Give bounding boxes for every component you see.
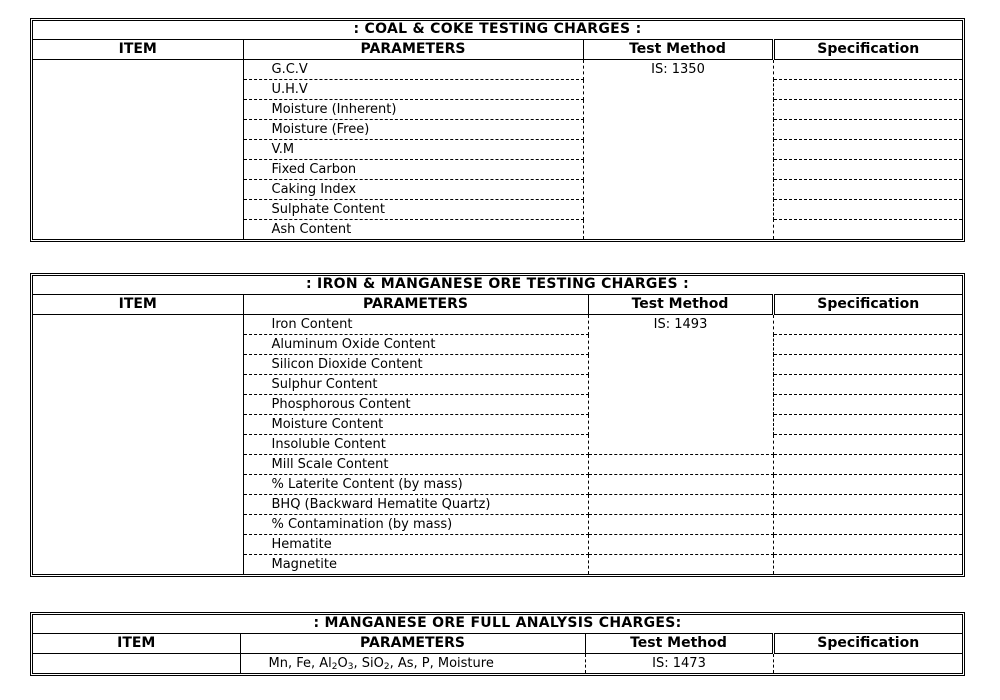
iron-param: Hematite bbox=[243, 534, 588, 554]
coal-header-specification: Specification bbox=[773, 39, 962, 59]
coal-coke-table bbox=[30, 18, 965, 242]
coal-header-parameters: PARAMETERS bbox=[243, 39, 583, 59]
iron-spec-cell bbox=[773, 394, 962, 414]
coal-header-test-method: Test Method bbox=[583, 39, 773, 59]
iron-method-cell bbox=[588, 454, 773, 474]
manganese-header-specification: Specification bbox=[773, 633, 962, 653]
iron-param: Magnetite bbox=[243, 554, 588, 574]
manganese-header-item: ITEM bbox=[33, 633, 240, 653]
coal-spec-cell bbox=[773, 199, 962, 219]
manganese-header-parameters: PARAMETERS bbox=[240, 633, 585, 653]
iron-param: Insoluble Content bbox=[243, 434, 588, 454]
iron-param: BHQ (Backward Hematite Quartz) bbox=[243, 494, 588, 514]
coal-param: Ash Content bbox=[243, 219, 583, 239]
iron-param: Aluminum Oxide Content bbox=[243, 334, 588, 354]
manganese-table-title: : MANGANESE ORE FULL ANALYSIS CHARGES: bbox=[33, 615, 962, 633]
iron-manganese-table bbox=[30, 273, 965, 577]
iron-spec-cell bbox=[773, 414, 962, 434]
iron-spec-cell bbox=[773, 494, 962, 514]
coal-param: U.H.V bbox=[243, 79, 583, 99]
iron-header-item: ITEM bbox=[33, 294, 243, 314]
coal-param: G.C.V bbox=[243, 59, 583, 79]
iron-table-title: : IRON & MANGANESE ORE TESTING CHARGES : bbox=[33, 276, 962, 294]
iron-param: % Contamination (by mass) bbox=[243, 514, 588, 534]
coal-param: Moisture (Free) bbox=[243, 119, 583, 139]
manganese-spec-cell bbox=[773, 653, 962, 673]
coal-header-item: ITEM bbox=[33, 39, 243, 59]
coal-param: Sulphate Content bbox=[243, 199, 583, 219]
coal-param: Moisture (Inherent) bbox=[243, 99, 583, 119]
iron-spec-cell bbox=[773, 354, 962, 374]
iron-method-cell bbox=[588, 494, 773, 514]
manganese-header-test-method: Test Method bbox=[585, 633, 773, 653]
iron-method-cell bbox=[588, 554, 773, 574]
iron-param: Moisture Content bbox=[243, 414, 588, 434]
coal-spec-cell bbox=[773, 139, 962, 159]
coal-spec-cell bbox=[773, 219, 962, 239]
iron-method-cell bbox=[588, 474, 773, 494]
iron-param: % Laterite Content (by mass) bbox=[243, 474, 588, 494]
iron-spec-cell bbox=[773, 474, 962, 494]
iron-method-cell bbox=[588, 534, 773, 554]
coal-param: Caking Index bbox=[243, 179, 583, 199]
coal-spec-cell bbox=[773, 99, 962, 119]
iron-spec-cell bbox=[773, 554, 962, 574]
iron-param: Sulphur Content bbox=[243, 374, 588, 394]
iron-method-cell bbox=[588, 514, 773, 534]
coal-param: Fixed Carbon bbox=[243, 159, 583, 179]
coal-spec-cell bbox=[773, 179, 962, 199]
manganese-item-cell bbox=[33, 653, 240, 673]
iron-method-cell bbox=[588, 434, 773, 454]
manganese-param: Mn, Fe, $Al_2O_3$, SiO$_2$, As, P, Moisture bbox=[240, 653, 585, 673]
coal-test-method: IS: 1350 bbox=[583, 59, 773, 239]
iron-param: Mill Scale Content bbox=[243, 454, 588, 474]
iron-header-specification: Specification bbox=[773, 294, 962, 314]
coal-spec-cell bbox=[773, 159, 962, 179]
iron-spec-cell bbox=[773, 334, 962, 354]
iron-param: Iron Content bbox=[243, 314, 588, 334]
coal-item-cell bbox=[33, 59, 243, 239]
coal-spec-cell bbox=[773, 59, 962, 79]
coal-param: V.M bbox=[243, 139, 583, 159]
coal-spec-cell bbox=[773, 79, 962, 99]
iron-spec-cell bbox=[773, 314, 962, 334]
iron-spec-cell bbox=[773, 374, 962, 394]
iron-param: Silicon Dioxide Content bbox=[243, 354, 588, 374]
iron-item-cell bbox=[33, 314, 243, 574]
iron-spec-cell bbox=[773, 454, 962, 474]
iron-spec-cell bbox=[773, 434, 962, 454]
iron-spec-cell bbox=[773, 534, 962, 554]
iron-header-test-method: Test Method bbox=[588, 294, 773, 314]
iron-test-method: IS: 1493 bbox=[588, 314, 773, 434]
iron-header-parameters: PARAMETERS bbox=[243, 294, 588, 314]
iron-spec-cell bbox=[773, 514, 962, 534]
coal-table-title: : COAL & COKE TESTING CHARGES : bbox=[33, 21, 962, 39]
manganese-test-method: IS: 1473 bbox=[585, 653, 773, 673]
manganese-full-analysis-table bbox=[30, 612, 965, 676]
iron-param: Phosphorous Content bbox=[243, 394, 588, 414]
coal-spec-cell bbox=[773, 119, 962, 139]
